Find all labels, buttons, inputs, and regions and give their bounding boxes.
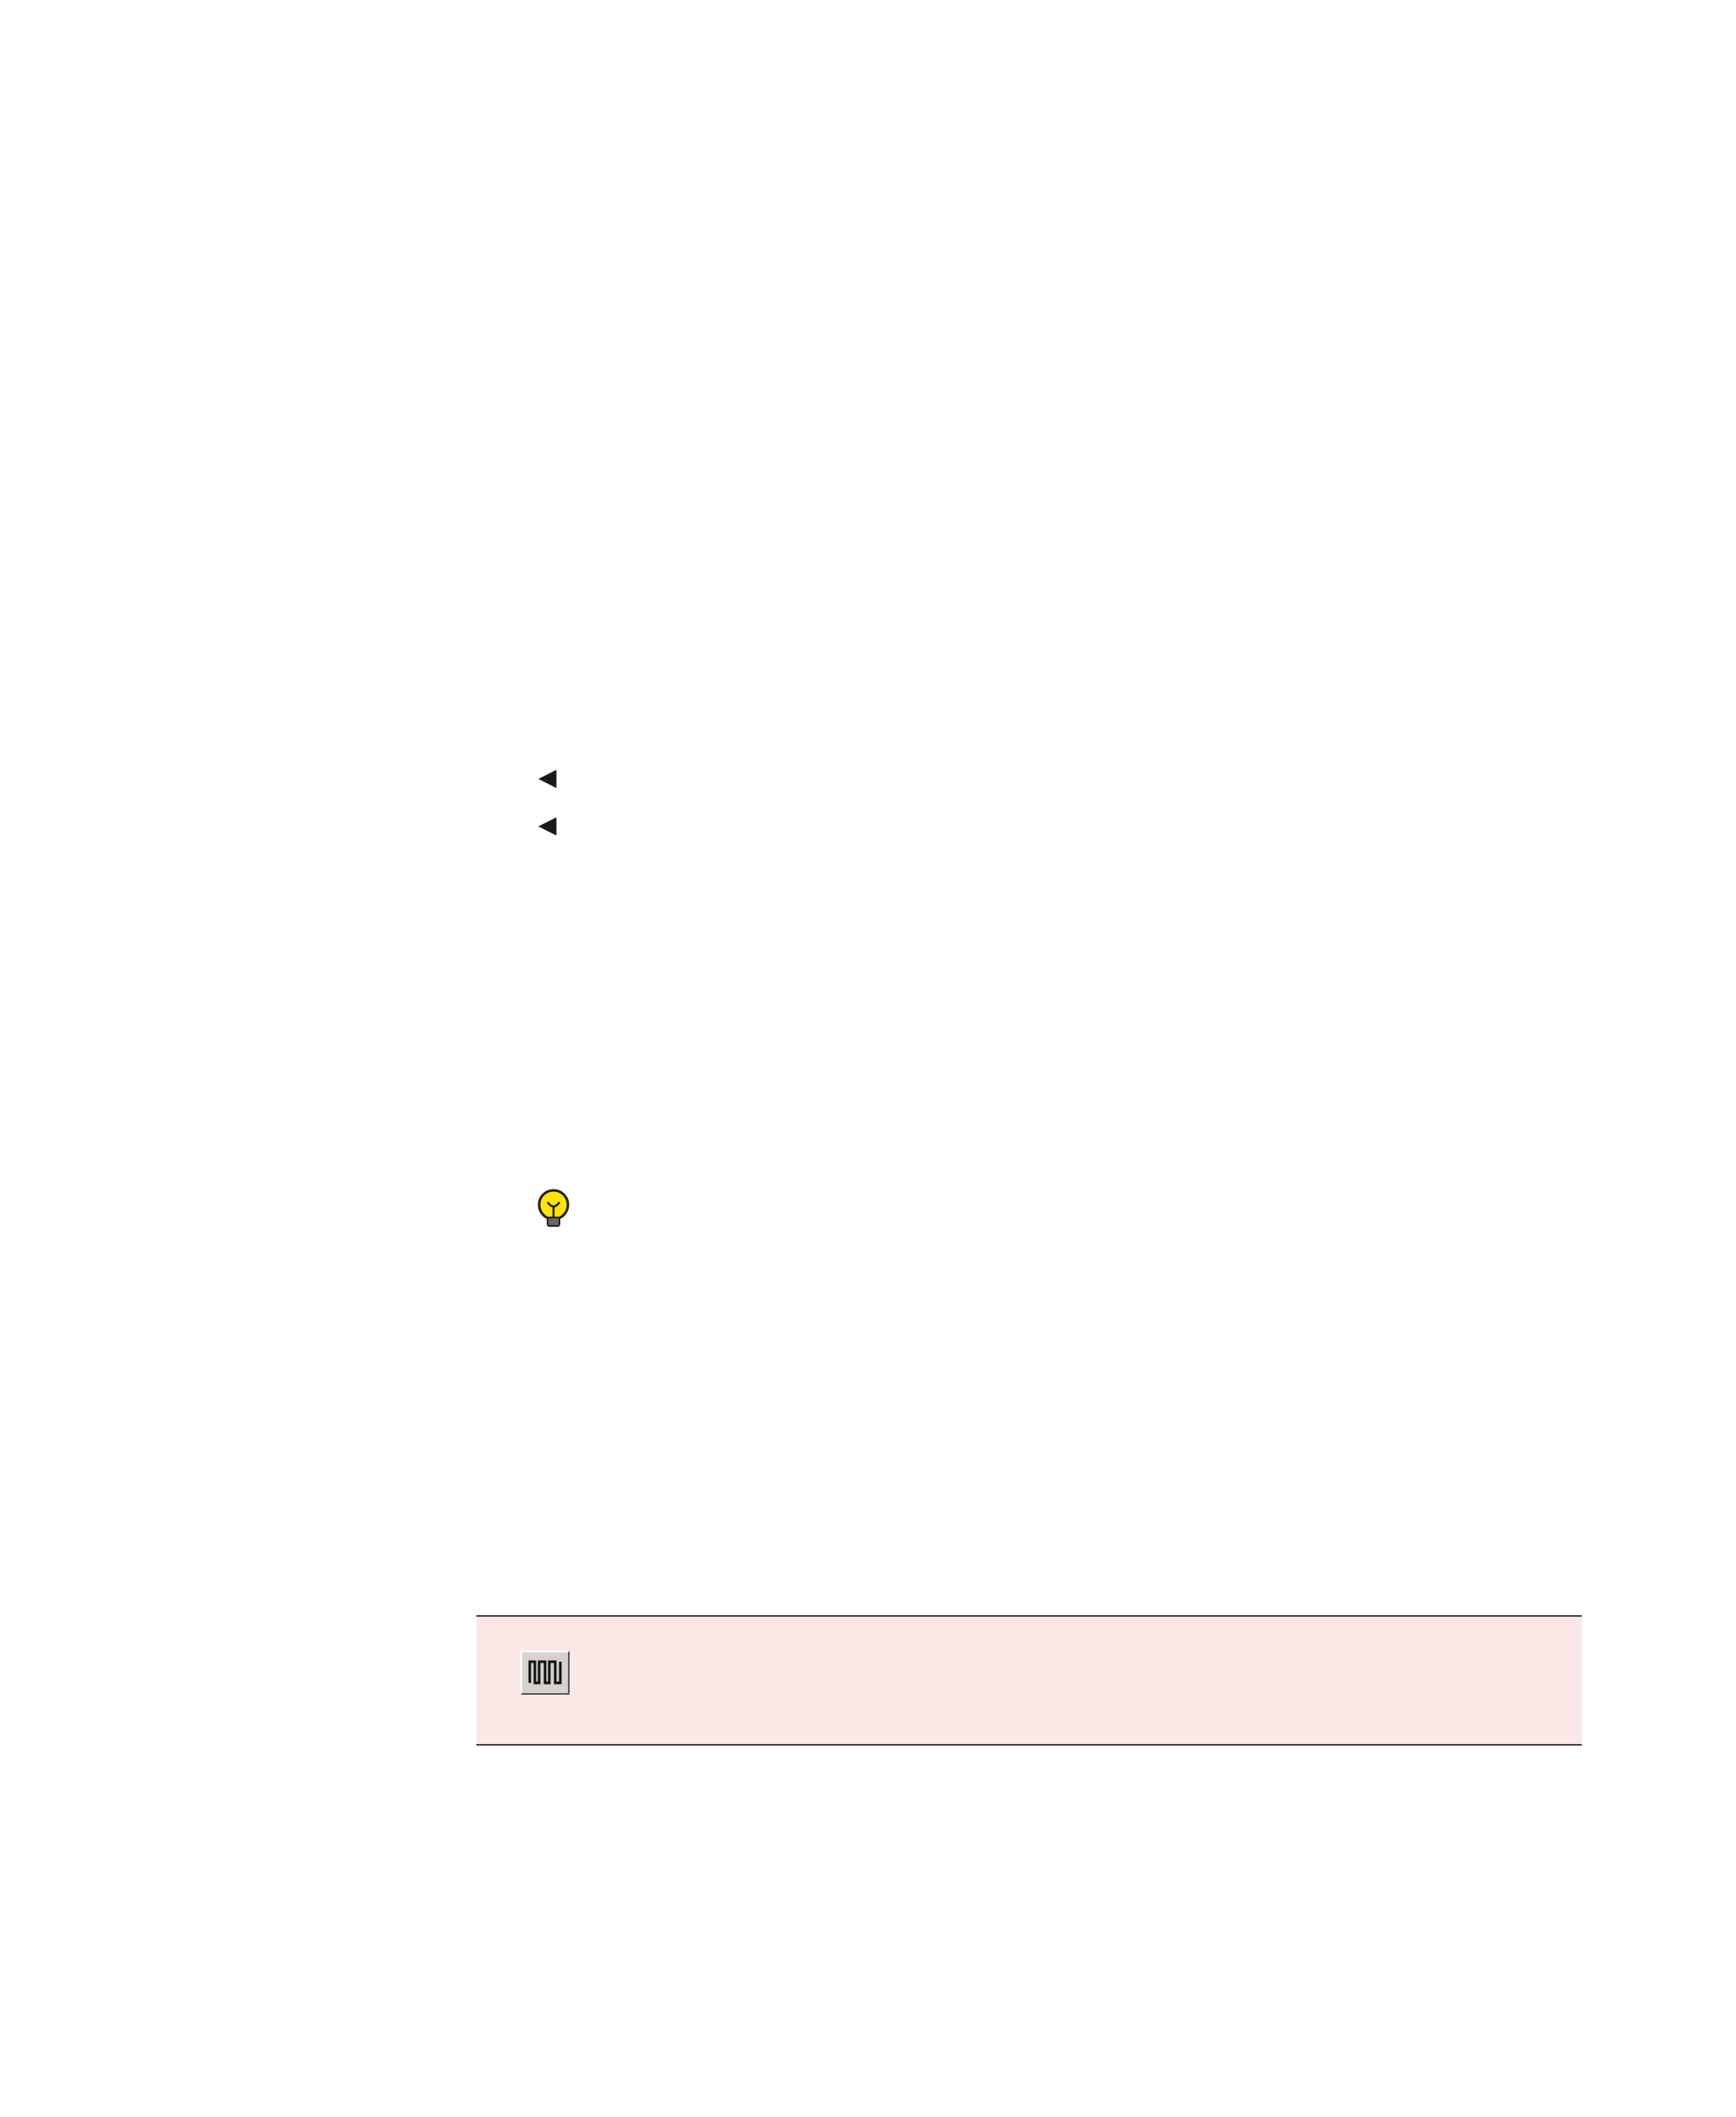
stitch-spacing-figure-top bbox=[483, 136, 1560, 653]
step-4-text bbox=[532, 663, 1634, 703]
bullet-arrow-icon: ◀ bbox=[538, 763, 557, 791]
bullet-arrow-icon: ◀ bbox=[538, 811, 557, 838]
stitch-spacing-figure-bottom bbox=[475, 882, 1577, 1102]
trapunto-icon[interactable] bbox=[520, 1651, 570, 1695]
trapunto-info-box bbox=[476, 1615, 1582, 1746]
trapunto-info-text bbox=[631, 1630, 1572, 1696]
idea-tip bbox=[532, 1219, 1651, 1340]
